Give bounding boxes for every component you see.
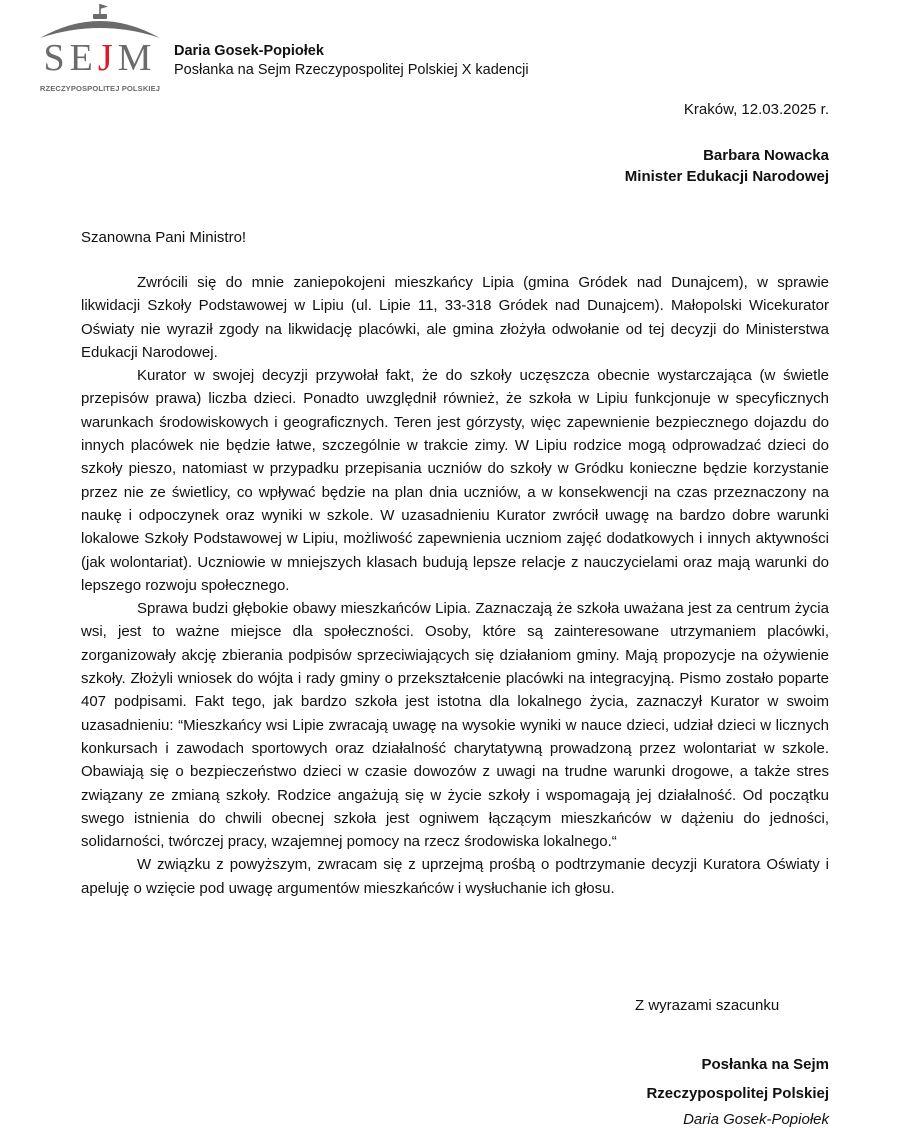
sejm-building-icon xyxy=(38,2,162,42)
recipient-block xyxy=(625,145,829,187)
letter-body xyxy=(81,271,829,900)
logo-subtitle: RZECZYPOSPOLITEJ POLSKIEJ xyxy=(39,84,161,93)
recipient-title: Minister Edukacji Narodowej xyxy=(624,168,829,185)
signature-title xyxy=(646,1050,829,1108)
signature-title-line2: Rzeczypospolitej Polskiej xyxy=(646,1085,829,1102)
body-paragraph: Zwrócili się do mnie zaniepokojeni mieszkańcy Lipia (gmina Gródek nad Dunajcem), w sprawie likwidacji Szkoły Podstawowej w Lipiu (ul. Lipie 11, 33-318 Gródek nad Dunajcem). Małopolski Wicekurator Oświaty nie wyraził zgody na likwidację placówki, ale gmina złożyła odwołanie od tej decyzji do Ministerstwa Edukacji Narodowej. xyxy=(81,274,829,361)
recipient-name: Barbara Nowacka xyxy=(703,147,829,164)
sender-name: Daria Gosek-Popiołek xyxy=(174,43,324,59)
closing-phrase: Z wyrazami szacunku xyxy=(635,997,780,1014)
body-paragraph: Kurator w swojej decyzji przywołał fakt, że do szkoły uczęszcza obecnie wystarczająca (w świetle przepisów prawa) liczba dzieci. Ponadto uwzględnił również, że szkoła w Lipiu funkcjonuje w specyficznych warunkach środowiskowych i geograficznych. Teren jest górzysty, więc zapewnienie bezpiecznego dojazdu do innych placówek nie będzie łatwe, szczególnie w trakcie zimy. W Lipiu rodzice mogą odprowadzać dzieci do szkoły pieszo, natomiast w przypadku przepisania uczniów do szkoły w Gródku konieczne będzie korzystanie przez nie ze świetlicy, co wpływać będzie na plan dnia uczniów, a w konsekwencji na czas przeznaczony na naukę i odpoczynek oraz wyniki w szkole. W uzasadnieniu Kurator zwrócił uwagę na bardzo dobre warunki lokalowe Szkoły Podstawowej w Lipiu, możliwość zapewnienia uczniom zajęć dodatkowych i innych aktywności (jak wolontariat). Uczniowie w mniejszych klasach budują lepsze relacje z nauczycielami oraz mają warunki do lepszego rozwoju społecznego. xyxy=(81,367,829,594)
body-paragraph: W związku z powyższym, zwracam się z uprzejmą prośbą o podtrzymanie decyzji Kuratora Oświaty i apeluję o wzięcie pod uwagę argumentów mieszkańców i wysłuchanie ich głosu. xyxy=(81,856,829,897)
sender-role: Posłanka na Sejm Rzeczypospolitej Polskiej X kadencji xyxy=(174,62,529,78)
signature-title-line1: Posłanka na Sejm xyxy=(701,1056,829,1073)
letter-date: Kraków, 12.03.2025 r. xyxy=(683,101,829,118)
salutation: Szanowna Pani Ministro! xyxy=(81,229,247,246)
logo-word: SEJM xyxy=(43,37,157,79)
signature-name: Daria Gosek-Popiołek xyxy=(683,1111,829,1128)
body-paragraph: Sprawa budzi głębokie obawy mieszkańców Lipia. Zaznaczają że szkoła uważana jest za centrum życia wsi, jest to ważne miejsce dla społeczności. Osoby, które są zainteresowane utrzymaniem placówki, zorganizowały akcję zbierania podpisów sprzeciwiających się działaniom gminy. Mają propozycje na ożywienie szkoły. Złożyli wniosek do wójta i rady gminy o przekształcenie placówki na integracyjną. Pismo zostało poparte 407 podpisami. Fakt tego, jak bardzo szkoła jest istotna dla lokalnego życia, zaznaczył Kurator w swoim uzasadnieniu: “Mieszkańcy wsi Lipie zwracają uwagę na wysokie wyniki w nauce dzieci, udział dzieci w licznych konkursach i zawodach sportowych oraz działalność charytatywną prowadzoną przez wolontariat w szkole. Obawiają się o bezpieczeństwo dzieci w czasie dowozów z uwagi na trudne warunki drogowe, a także stres związany ze zmianą szkoły. Rodzice angażują się w życie szkoły i wspomagają jej działalność. Od początku swego istnienia do chwili obecnej szkoła jest ogniwem łączącym mieszkańców w dążeniu do jedności, solidarności, twórczej pracy, wzajemnej pomocy na rzecz środowiska lokalnego.“ xyxy=(81,600,829,851)
sejm-logo xyxy=(38,2,162,96)
